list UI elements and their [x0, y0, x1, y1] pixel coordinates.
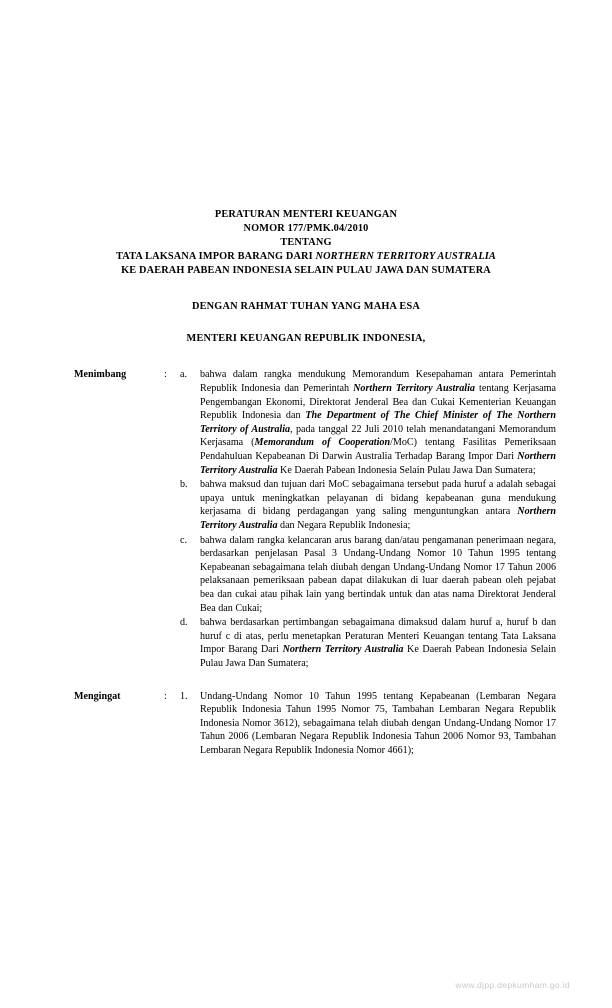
header-line-5: KE DAERAH PABEAN INDONESIA SELAIN PULAU JAWA DAN SUMATERA: [121, 265, 491, 277]
item-marker: d.: [180, 617, 188, 629]
menimbang-colon: :: [164, 369, 167, 381]
header-line-4-prefix: TATA LAKSANA IMPOR BARANG DARI: [116, 251, 316, 263]
mengingat-label: Mengingat: [74, 690, 121, 702]
item-text: bahwa dalam rangka mendukung Memorandum Kesepahaman antara Pemerintah Republik Indonesia dan Pemerintah Northern Territory Australia tentang Kerjasama Pengembangan Ekonomi, Direktorat Jenderal Bea dan Cukai Kementerian Keuangan Republik Indonesia dan The Department of The Chief Minister of The Northern Territory of Australia, pada tanggal 22 Juli 2010 telah menandatangani Memorandum Kerjasama (Memorandum of Cooperation/MoC) tentang Fasilitas Pemeriksaan Pendahuluan Kepabeanan Di Darwin Australia Terhadap Barang Impor Dari Northern Territory Australia Ke Daerah Pabean Indonesia Selain Pulau Jawa Dan Sumatera;: [200, 369, 556, 476]
mengingat-items: [180, 690, 556, 759]
item-marker: c.: [180, 534, 188, 546]
item-marker: a.: [180, 369, 188, 381]
list-item: [180, 690, 556, 758]
header-line-1: PERATURAN MENTERI KEUANGAN: [214, 209, 398, 220]
header-line-4-italic: NORTHERN TERRITORY AUSTRALIA: [315, 251, 496, 263]
item-marker: b.: [180, 479, 188, 491]
footer-url: www.djpp.depkumham.go.id: [455, 980, 570, 990]
list-item: [180, 534, 556, 616]
list-item: [180, 478, 556, 532]
header-line-2: NOMOR 177/PMK.04/2010: [243, 223, 369, 235]
document-header: [56, 208, 556, 278]
menimbang-label: Menimbang: [74, 369, 127, 381]
menimbang-clause: [56, 368, 556, 671]
item-text: bahwa dalam rangka kelancaran arus barang dan/atau pengamanan penerimaan negara, berdasarkan penjelasan Pasal 3 Undang-Undang Nomor 10 Tahun 1995 tentang Kepabeanan sebagaimana telah diubah dengan Undang-Undang Nomor 17 Tahun 2006 pelaksanaan pemeriksaan pabean dapat dilakukan di luar daerah pabean oleh pejabat bea dan cukai atau pihak lain yang bertindak untuk dan atas nama Direktorat Jenderal Bea dan Cukai;: [200, 534, 556, 614]
item-text: Undang-Undang Nomor 10 Tahun 1995 tentang Kepabeanan (Lembaran Negara Republik Indonesia Tahun 1995 Nomor 75, Tambahan Lembaran Negara Republik Indonesia Nomor 3612), sebagaimana telah diubah dengan Undang-Undang Nomor 17 Tahun 2006 (Lembaran Negara Republik Indonesia Tahun 2006 Nomor 93, Tambahan Lembaran Negara Republik Indonesia Nomor 4661);: [200, 690, 556, 756]
item-text: bahwa berdasarkan pertimbangan sebagaimana dimaksud dalam huruf a, huruf b dan huruf c di atas, perlu menetapkan Peraturan Menteri Keuangan tentang Tata Laksana Impor Barang Dari Northern Territory Australia Ke Daerah Pabean Indonesia Selain Pulau Jawa Dan Sumatera;: [200, 617, 556, 669]
menimbang-items: [180, 368, 556, 671]
list-item: [180, 368, 556, 477]
header-line-4: [56, 250, 556, 264]
header-line-3: TENTANG: [280, 237, 332, 249]
mengingat-clause: [56, 690, 556, 759]
authority-line: MENTERI KEUANGAN REPUBLIK INDONESIA,: [186, 333, 426, 345]
item-marker: 1.: [180, 690, 188, 702]
list-item: [180, 616, 556, 670]
item-text: bahwa maksud dan tujuan dari MoC sebagaimana tersebut pada huruf a adalah sebagai upaya untuk meningkatkan pelayanan di bidang kepabeanan guna mendukung kerjasama di bidang perdagangan yang saling menguntungkan antara Northern Territory Australia dan Negara Republik Indonesia;: [200, 479, 556, 531]
mengingat-colon: :: [164, 690, 167, 702]
blessing-line: DENGAN RAHMAT TUHAN YANG MAHA ESA: [191, 301, 421, 313]
